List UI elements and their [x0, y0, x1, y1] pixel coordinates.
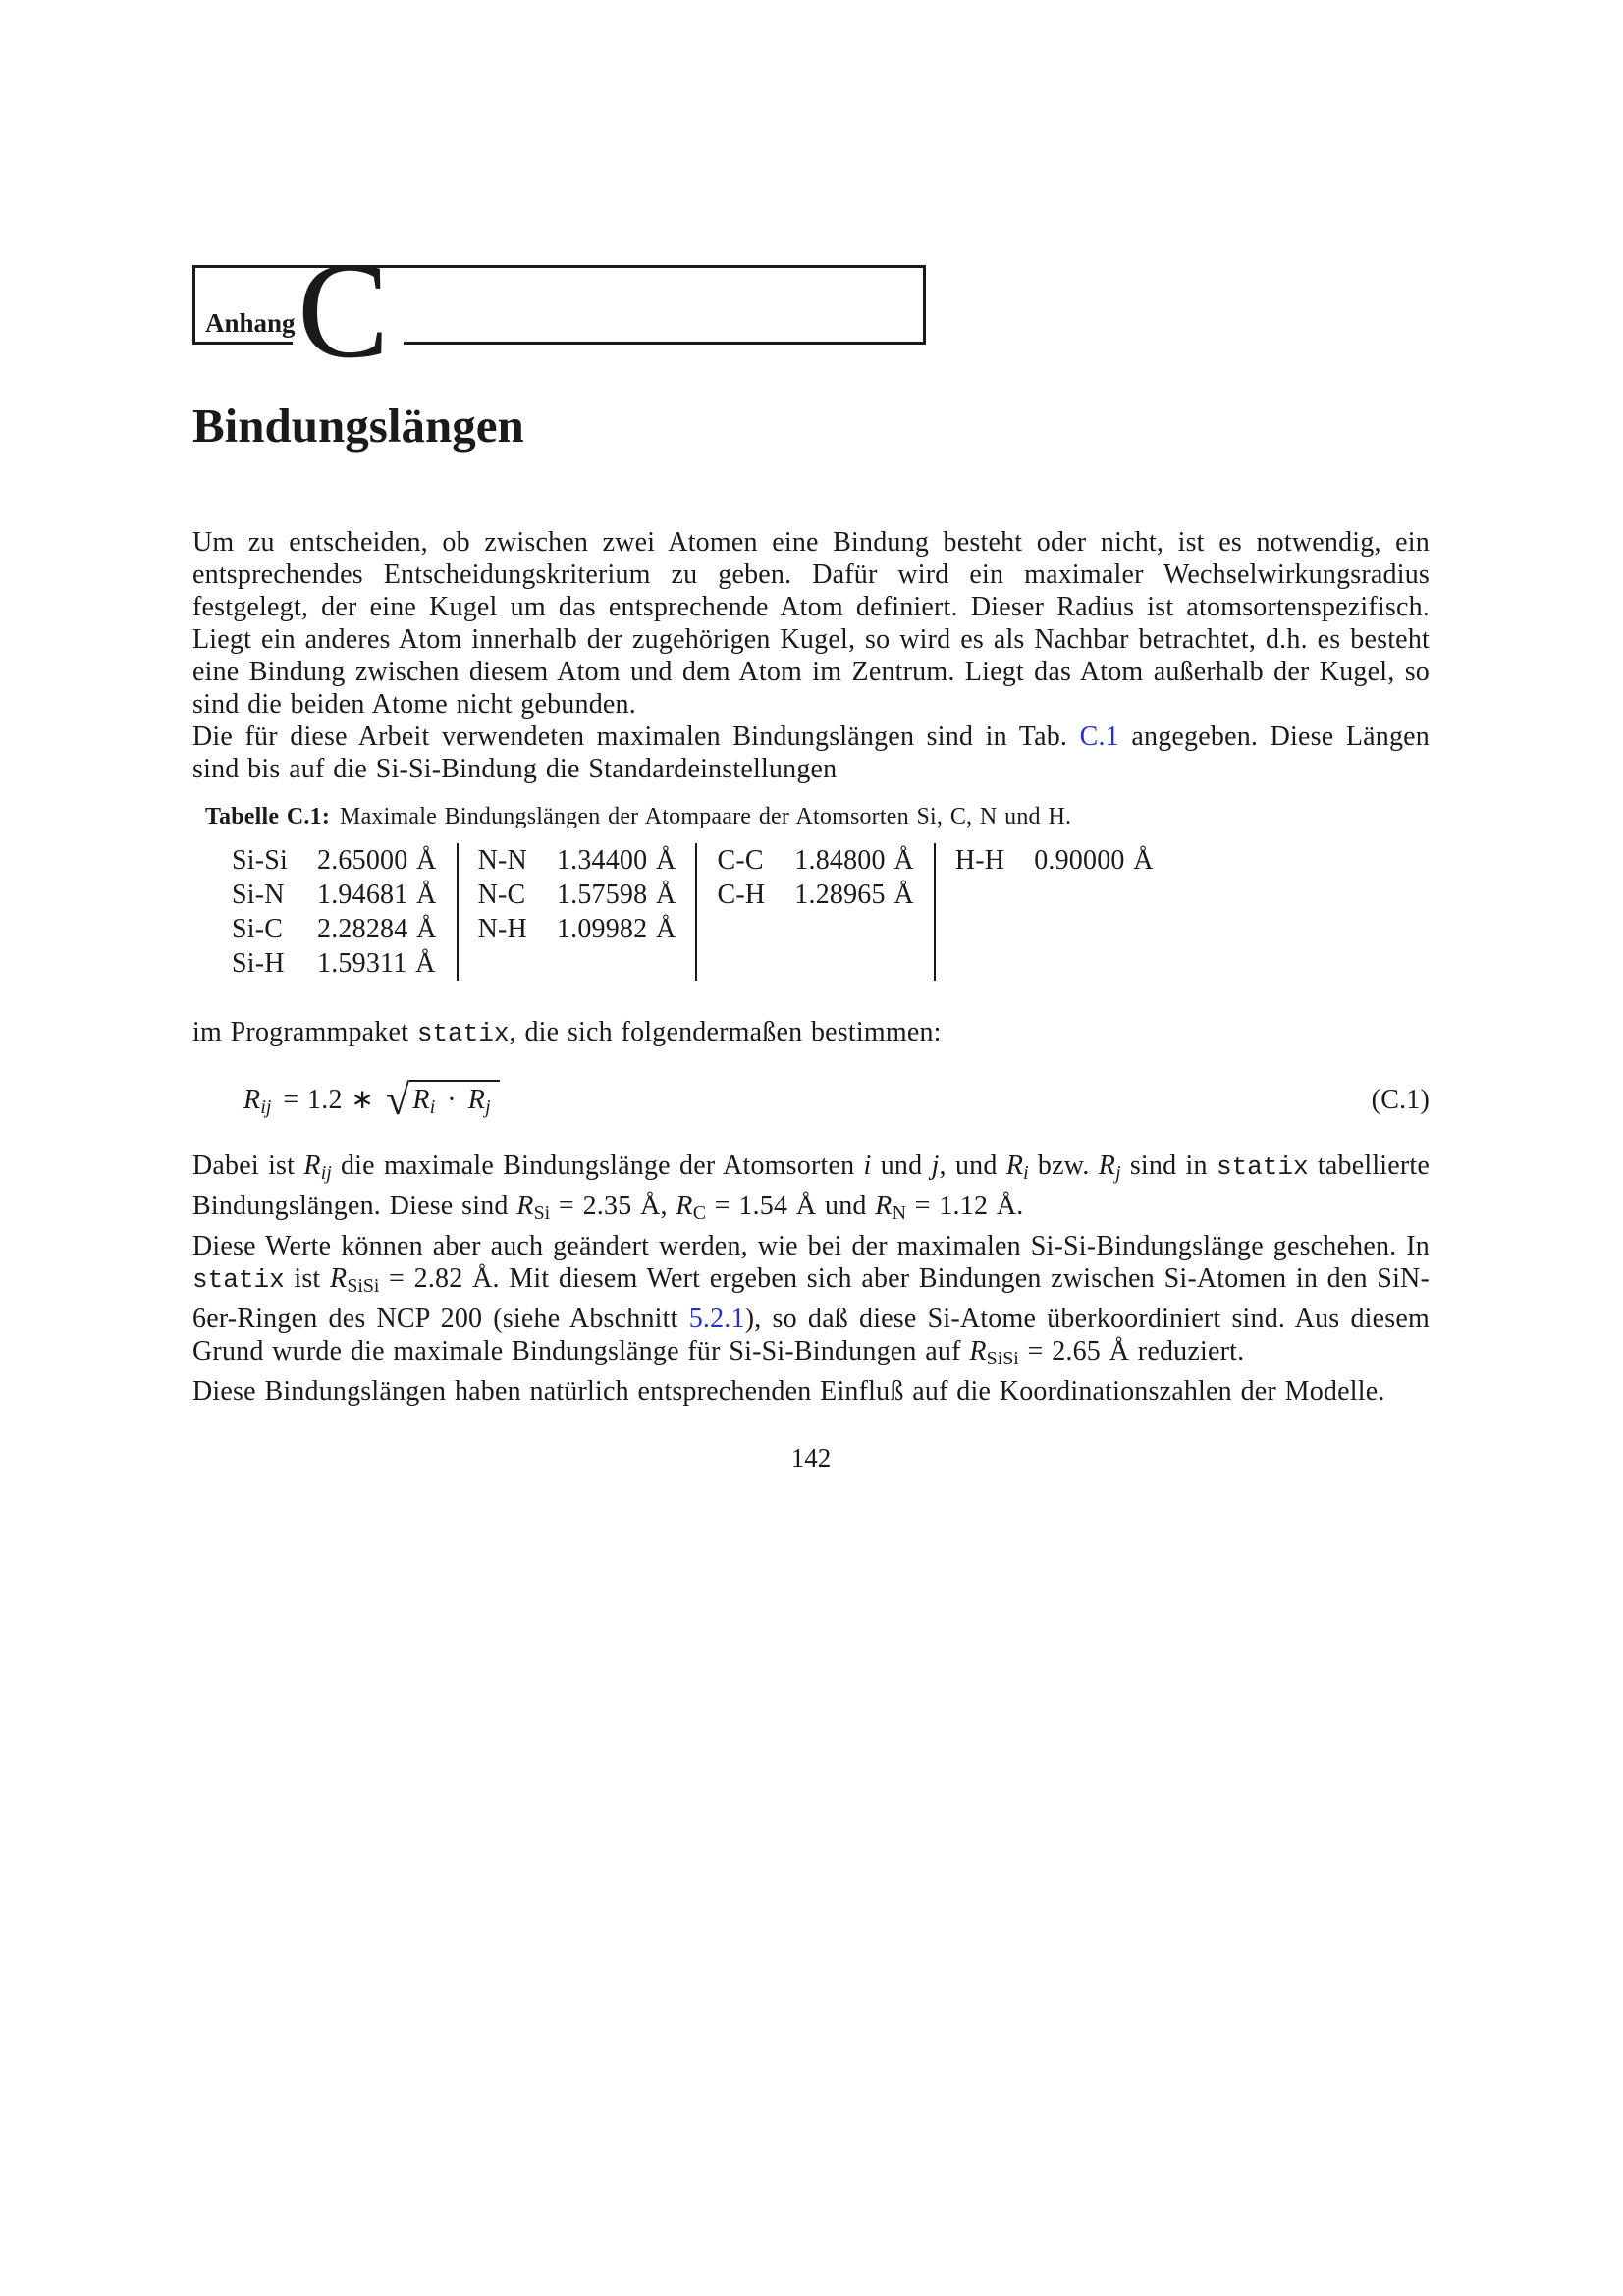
math-var: R [243, 1084, 261, 1115]
table-cell: N-C [477, 879, 526, 910]
math-var: R [303, 1149, 321, 1181]
table-caption-label: Tabelle C.1: [205, 803, 331, 829]
body-text [192, 526, 1430, 1408]
table-cell: 1.59311 Å [317, 947, 436, 979]
text-segment: Dabei ist [192, 1149, 304, 1181]
chapter-rule-bottom-left [195, 342, 293, 345]
ref-link-table-c1[interactable]: C.1 [1079, 721, 1119, 752]
table-cell: 1.94681 Å [317, 879, 437, 910]
paragraph-intro [192, 526, 1430, 721]
text-segment: Diese Bindungslängen haben natürlich entsprechenden Einfluß auf die Koordinationszahlen der Modelle. [192, 1375, 1385, 1407]
math-subscript: N [892, 1201, 906, 1224]
chapter-head-box [192, 235, 926, 387]
math-subscript: SiSi [986, 1347, 1019, 1369]
text-segment: = 1.54 Å und [705, 1190, 876, 1221]
equation-number: (C.1) [1371, 1084, 1430, 1115]
math-subscript: C [692, 1201, 706, 1224]
table-cell: 1.34400 Å [556, 844, 676, 876]
math-subscript: ij [320, 1161, 332, 1184]
text-segment: = 2.65 Å reduziert. [1018, 1335, 1245, 1366]
table-cell: 2.28284 Å [317, 913, 437, 944]
table-cell: 1.84800 Å [794, 844, 914, 876]
math-var: R [875, 1190, 893, 1221]
text-segment: die maximale Bindungslänge der Atomsorten [331, 1149, 864, 1181]
math-var: i [863, 1149, 872, 1181]
page-number: 142 [790, 1442, 832, 1472]
table-cell: 1.57598 Å [556, 879, 676, 910]
math-var: R [516, 1190, 534, 1221]
text-segment: , und [939, 1149, 1006, 1181]
chapter-letter: C [298, 235, 390, 387]
math-var: R [969, 1335, 987, 1366]
paragraph-statix [192, 1016, 1430, 1050]
table-cell: C-H [717, 879, 766, 910]
math-var: R [1005, 1149, 1024, 1181]
code-text: statix [1216, 1151, 1309, 1182]
math-var: R [1098, 1149, 1116, 1181]
table-group-c [695, 843, 933, 981]
math-var: R [676, 1190, 693, 1221]
text-segment: = 2.35 Å, [550, 1190, 676, 1221]
chapter-title: Bindungslängen [192, 399, 524, 453]
text-segment: ), so daß diese Si-Atome überkoordiniert sind. Aus diesem Grund wurde die maximale Bindungslänge für Si-Si-Bindungen auf [192, 1303, 1430, 1366]
table-cell: H-H [954, 844, 1005, 876]
text-segment: ist [284, 1262, 331, 1294]
chapter-label: Anhang [205, 308, 296, 338]
math-var: R [330, 1262, 348, 1294]
text-segment: Um zu entscheiden, ob zwischen zwei Atomen eine Bindung besteht oder nicht, ist es notwendig, ein entsprechendes Entscheidungskriterium zu geben. Dafür wird ein maximaler Wechselwirkungsradius festgelegt, der eine Kugel um das entsprechende Atom definiert. Dieser Radius ist atomsortenspezifisch. Liegt ein anderes Atom innerhalb der zugehörigen Kugel, so wird es als Nachbar betrachtet, d.h. es besteht eine Bindung zwischen diesem Atom und dem Atom im Zentrum. Liegt das Atom außerhalb der Kugel, so sind die beiden Atome nicht gebunden. [192, 526, 1430, 720]
text-segment: = 1.12 Å. [905, 1190, 1024, 1221]
text-segment: und [871, 1149, 932, 1181]
table-cell: N-N [477, 844, 527, 876]
math-operator: = 1.2 ∗ [283, 1084, 375, 1115]
math-operator: · [447, 1084, 457, 1115]
math-subscript: SiSi [347, 1274, 380, 1297]
ref-link-section-521[interactable]: 5.2.1 [688, 1303, 745, 1334]
paragraph-sisi [192, 1230, 1430, 1375]
text-segment: bzw. [1028, 1149, 1099, 1181]
table-cell: 1.28965 Å [794, 879, 914, 910]
equation-body: $R_{ij} = 1.2$ ∗ √ $R_i \cdot R_j$ [243, 1080, 500, 1124]
math-subscript: i [429, 1095, 436, 1118]
table-cell: Si-H [232, 947, 285, 979]
math-var: R [412, 1084, 430, 1115]
math-var: j [931, 1149, 940, 1181]
table-group-si [232, 843, 457, 981]
text-segment: tabellierte Bindungslängen. Diese sind [192, 1149, 1431, 1221]
math-subscript: j [485, 1095, 491, 1118]
equation-c1 [192, 1075, 1430, 1124]
math-subscript: Si [533, 1201, 551, 1224]
math-var: R [467, 1084, 486, 1115]
code-text: statix [192, 1264, 285, 1295]
table-cell: Si-C [232, 913, 284, 944]
code-text: statix [416, 1018, 510, 1048]
text-segment: angegeben. Diese Längen sind bis auf die Si-Si-Bindung die Standardeinstellungen [192, 721, 1430, 784]
paragraph-table-ref [192, 721, 1430, 785]
text-segment: Die für diese Arbeit verwendeten maximalen Bindungslängen sind in Tab. [192, 721, 1080, 752]
bond-length-table [232, 843, 1173, 981]
table-cell: 1.09982 Å [556, 913, 676, 944]
math-subscript: ij [260, 1095, 272, 1118]
paragraph-definitions [192, 1149, 1430, 1230]
paragraph-closing [192, 1375, 1430, 1408]
table-group-n [457, 843, 696, 981]
table-cell: Si-N [232, 879, 285, 910]
table-cell: 0.90000 Å [1034, 844, 1154, 876]
table-group-h [934, 843, 1173, 981]
table-caption-text: Maximale Bindungslängen der Atompaare der Atomsorten Si, C, N und H. [340, 803, 1072, 829]
table-cell: Si-Si [232, 844, 289, 876]
sqrt-radicand [409, 1080, 499, 1124]
table-cell: N-H [477, 913, 527, 944]
text-column [192, 235, 1431, 1473]
table-cell: C-C [717, 844, 764, 876]
math-subscript: i [1023, 1161, 1029, 1184]
text-segment: Diese Werte können aber auch geändert werden, wie bei der maximalen Si-Si-Bindungslänge geschehen. In [192, 1230, 1430, 1261]
text-segment: sind in [1120, 1149, 1217, 1181]
math-subscript: j [1115, 1161, 1121, 1184]
table-caption [205, 803, 1420, 831]
text-segment: , die sich folgendermaßen bestimmen: [509, 1016, 942, 1047]
table-cell: 2.65000 Å [317, 844, 437, 876]
text-segment: = 2.82 Å. Mit diesem Wert ergeben sich aber Bindungen zwischen Si-Atomen in den SiN-6er-Ringen des NCP 200 (siehe Abschnitt [192, 1262, 1430, 1334]
text-segment: im Programmpaket [192, 1016, 417, 1047]
chapter-rule-bottom-right [404, 342, 923, 345]
